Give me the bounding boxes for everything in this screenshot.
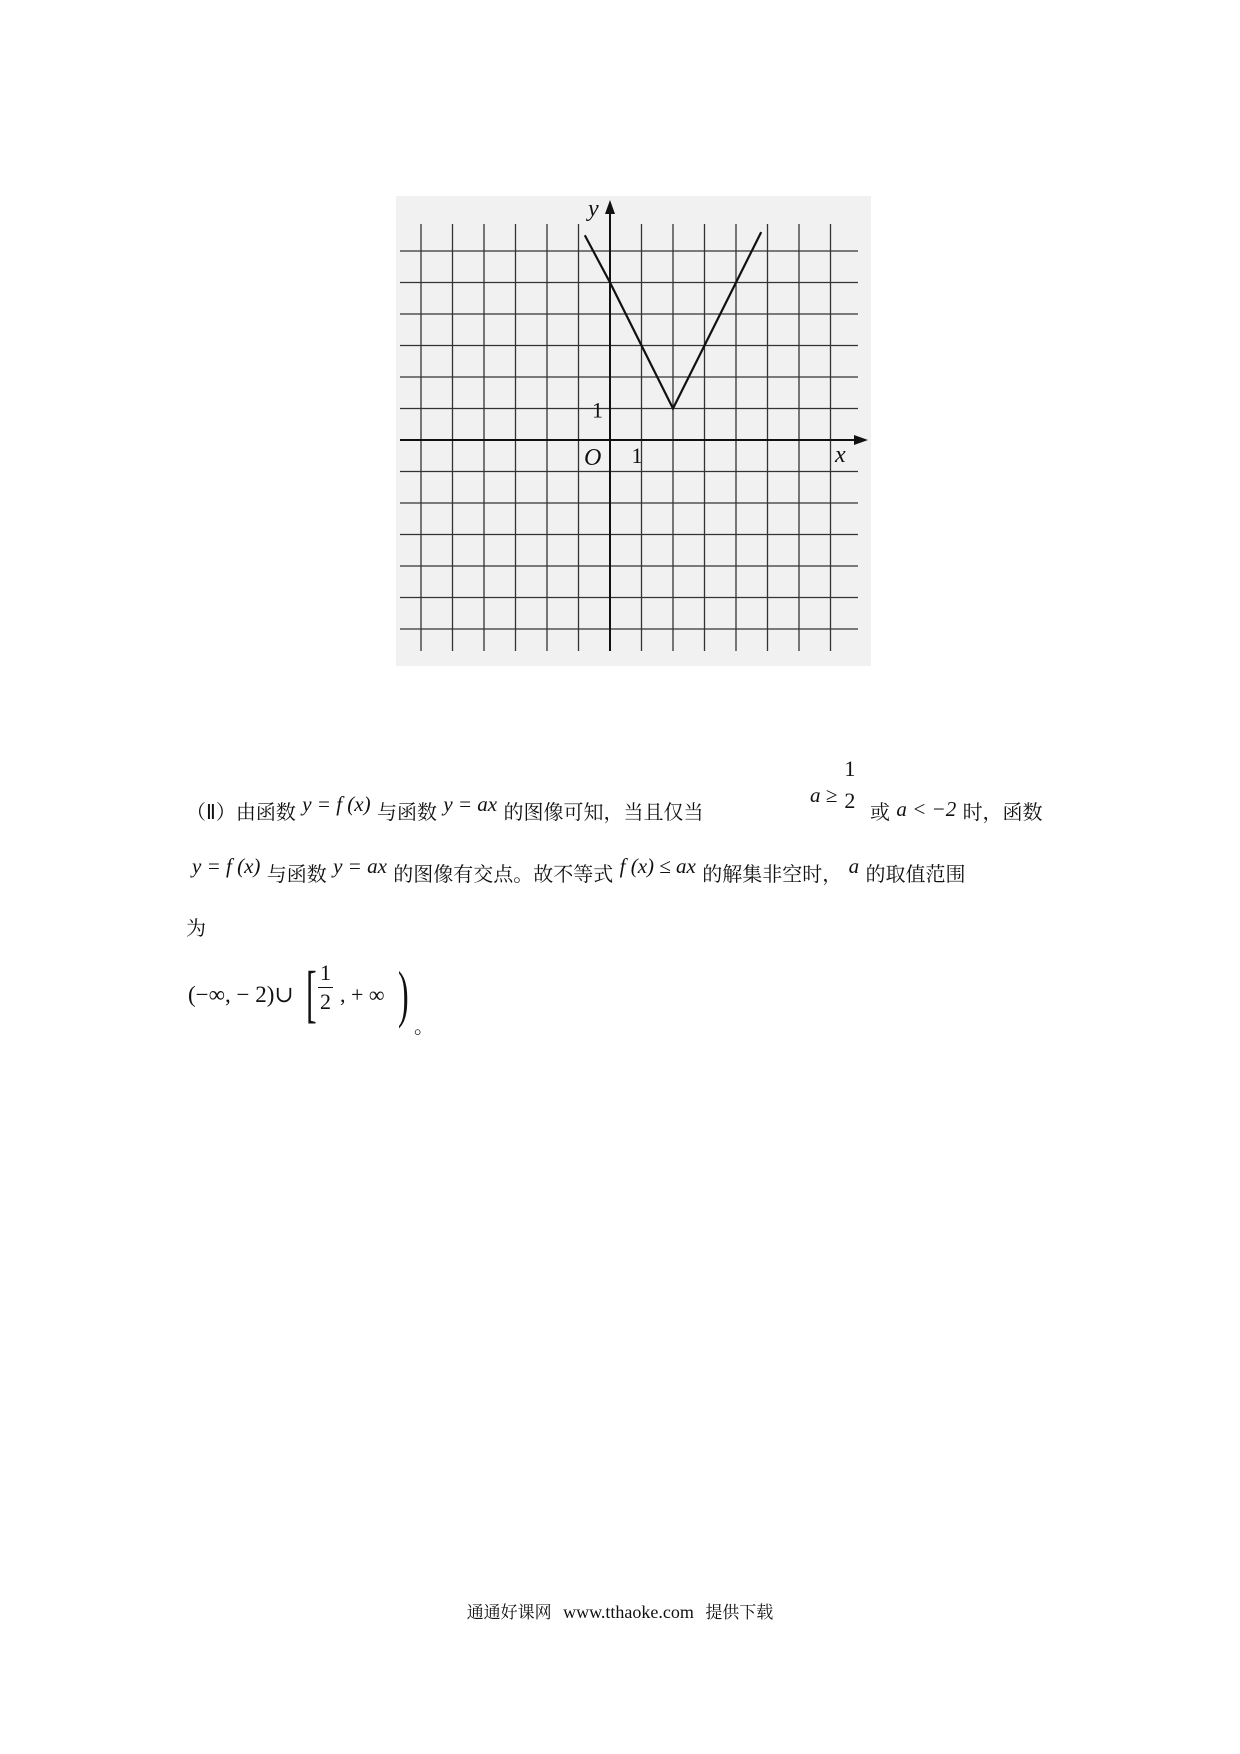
x-axis-label: x xyxy=(835,442,846,468)
graph-svg xyxy=(396,196,871,666)
math-a: a xyxy=(848,854,860,878)
text-seg: 由函数 xyxy=(235,800,296,824)
text-seg: 的图像可知，当且仅当 xyxy=(503,800,704,824)
frac-denominator: 2 xyxy=(844,788,856,813)
answer-period: 。 xyxy=(414,1014,434,1038)
text-seg: 与函数 xyxy=(266,862,327,886)
frac-numerator: 1 xyxy=(320,960,331,985)
fraction-one-half xyxy=(842,756,857,813)
math-y-ax: y = ax xyxy=(333,854,387,878)
x-tick-label: 1 xyxy=(631,443,643,468)
function-graph-figure xyxy=(396,196,871,666)
math-inequality: f (x) ≤ ax xyxy=(619,854,696,878)
answer-part-2: , + ∞ xyxy=(340,982,385,1007)
footer-suffix: 提供下载 xyxy=(705,1603,774,1623)
y-tick-label: 1 xyxy=(592,397,603,423)
origin-label: O xyxy=(584,445,602,471)
text-seg: 的图像有交点。故不等式 xyxy=(393,862,614,886)
text-seg: 与函数 xyxy=(376,800,437,824)
footer-site-name: 通通好课网 xyxy=(466,1603,552,1623)
y-axis-label: y xyxy=(588,196,599,222)
math-a-geq: a ≥ xyxy=(810,782,838,807)
answer-fraction xyxy=(318,962,333,1013)
page-footer xyxy=(0,1598,1240,1623)
right-paren: ) xyxy=(398,958,409,1029)
part-marker: （Ⅱ） xyxy=(186,800,236,824)
text-seg: 或 xyxy=(870,800,890,824)
math-y-fx: y = f (x) xyxy=(192,854,261,878)
text-seg: 的取值范围 xyxy=(865,862,966,886)
solution-line-3 xyxy=(186,912,206,941)
condition-a-geq-half xyxy=(810,756,857,813)
footer-url[interactable]: www.tthaoke.com xyxy=(563,1602,694,1622)
frac-denominator: 2 xyxy=(320,989,331,1014)
math-a-lt-neg2: a < −2 xyxy=(896,797,957,821)
text-seg: 时，函数 xyxy=(962,800,1043,824)
answer-part-1: (−∞, − 2)∪ xyxy=(188,982,294,1007)
condition-or xyxy=(870,796,1043,825)
text-seg: 为 xyxy=(186,916,206,940)
frac-numerator: 1 xyxy=(844,756,856,781)
text-seg: 的解集非空时， xyxy=(702,862,843,886)
math-y-ax: y = ax xyxy=(443,792,498,816)
left-bracket: [ xyxy=(306,958,317,1029)
math-y-fx: y = f (x) xyxy=(302,792,371,816)
y-axis-arrow xyxy=(605,200,615,214)
solution-line-2 xyxy=(192,854,966,887)
solution-line-1 xyxy=(186,792,704,825)
x-axis-arrow xyxy=(854,435,868,445)
